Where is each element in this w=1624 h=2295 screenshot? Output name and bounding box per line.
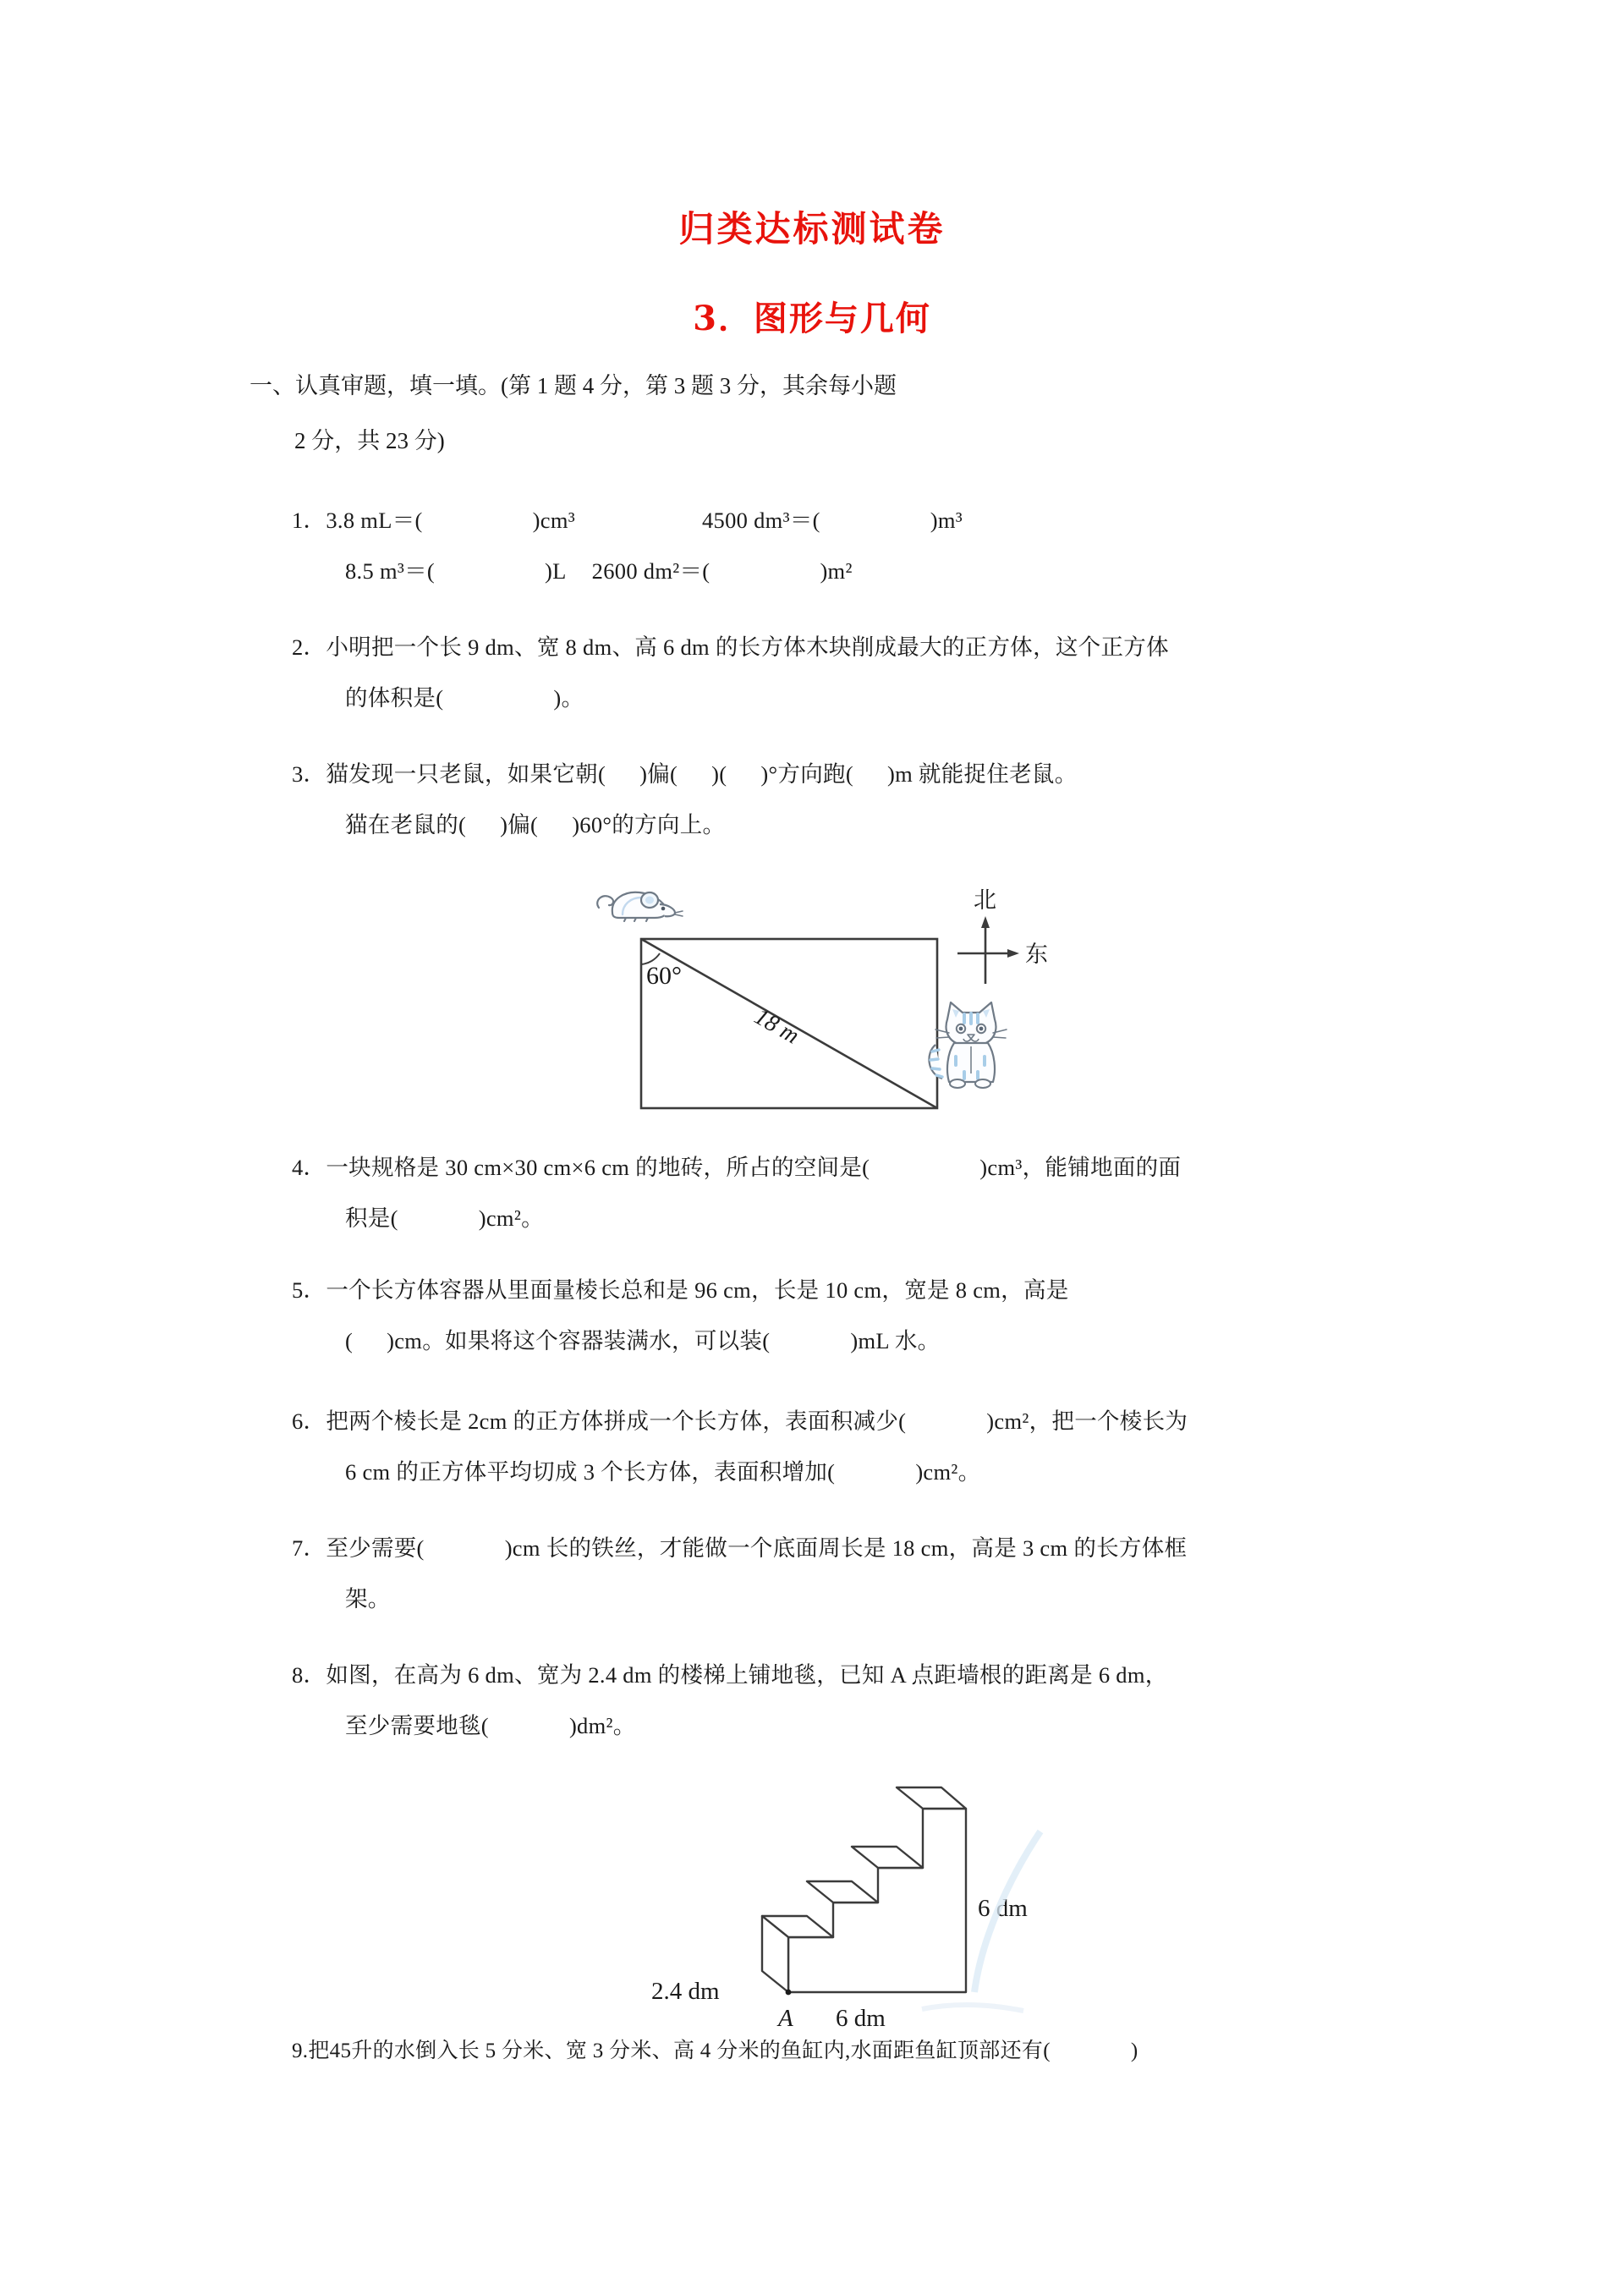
- q5-text-3: )cm。如果将这个容器装满水，可以装(: [387, 1328, 771, 1353]
- q9-number: 9.: [292, 2040, 309, 2062]
- q3-text-5: )m 就能捉住老鼠。: [886, 761, 1078, 787]
- q5-number: 5．: [292, 1277, 326, 1303]
- question-4-line2: [345, 1193, 544, 1244]
- angle-label-60: 60°: [646, 962, 682, 990]
- q3-text-2: )偏(: [639, 761, 678, 787]
- mouse-icon: [597, 892, 683, 921]
- q1-part-b: )cm³: [532, 508, 575, 533]
- q2-number: 2．: [292, 634, 326, 660]
- q8-text-3: )dm²。: [568, 1713, 636, 1738]
- q6-text-1: 把两个棱长是 2cm 的正方体拼成一个长方体，表面积减少(: [326, 1408, 907, 1434]
- q5-text-4: )mL 水。: [850, 1328, 941, 1353]
- question-5-line1: [292, 1265, 1069, 1315]
- stairs-base-label: 6 dm: [836, 2005, 886, 2032]
- stairs-height-label: 6 dm: [978, 1895, 1028, 1922]
- q3-text-7: )偏(: [500, 812, 539, 837]
- q7-text-2: )cm 长的铁丝，才能做一个底面周长是 18 cm，高是 3 cm 的长方体框: [504, 1535, 1188, 1561]
- question-1-line2: [345, 546, 853, 596]
- q4-text-4: )cm²。: [478, 1205, 544, 1231]
- point-a-marker: [786, 1990, 792, 1996]
- figure-cat-mouse-diagram: [592, 876, 1116, 1146]
- q9-text-2: ): [1130, 2040, 1138, 2062]
- q1-number: 1．: [292, 508, 326, 533]
- q8-number: 8．: [292, 1662, 326, 1688]
- page-title: 归类达标测试卷: [678, 208, 946, 250]
- section-heading-line2: 2 分，共 23 分): [294, 428, 445, 453]
- q1-part-d: )m³: [930, 508, 963, 533]
- question-1-line1: [292, 495, 963, 546]
- cat-icon: [929, 1002, 1007, 1088]
- q1-part-e: 8.5 m³＝(: [345, 558, 436, 584]
- question-2-line1: [292, 622, 1169, 673]
- question-8-line1: [292, 1650, 1168, 1700]
- q6-text-4: )cm²。: [915, 1459, 981, 1485]
- q3-text-4: )°方向跑(: [760, 761, 853, 787]
- page-subtitle: 3．图形与几何: [693, 299, 931, 338]
- question-7-line1: [292, 1523, 1187, 1573]
- q3-text-3: )(: [711, 761, 727, 787]
- q4-text-1: 一块规格是 30 cm×30 cm×6 cm 的地砖，所占的空间是(: [326, 1155, 870, 1180]
- diagonal-label-18m: 18 m: [749, 1003, 804, 1050]
- question-6-line2: [345, 1447, 980, 1497]
- compass-east-label: 东: [1025, 942, 1048, 968]
- q2-text-1: 小明把一个长 9 dm、宽 8 dm、高 6 dm 的长方体木块削成最大的正方体，这个正方体: [326, 634, 1169, 660]
- question-8-line2: [345, 1700, 636, 1751]
- q4-text-3: 积是(: [345, 1205, 398, 1231]
- q3-text-6: 猫在老鼠的(: [345, 812, 467, 837]
- stairs-point-a-label: A: [778, 2005, 793, 2032]
- q6-text-2: )cm²，把一个棱长为: [986, 1408, 1188, 1434]
- question-5-line2: [345, 1315, 940, 1366]
- question-2-line2: [345, 673, 584, 723]
- q3-number: 3．: [292, 761, 326, 787]
- q2-text-2: 的体积是(: [345, 685, 444, 711]
- figure-staircase-diagram: [643, 1781, 1125, 2043]
- q1-part-c: 4500 dm³＝(: [702, 508, 820, 533]
- q3-text-8: )60°的方向上。: [572, 812, 726, 837]
- question-9-line1: [292, 2026, 1138, 2077]
- question-6-line1: [292, 1396, 1188, 1447]
- q9-text-1: 把45升的水倒入长 5 分米、宽 3 分米、高 4 分米的鱼缸内,水面距鱼缸顶部还有(: [308, 2040, 1051, 2062]
- q6-text-3: 6 cm 的正方体平均切成 3 个长方体，表面积增加(: [345, 1459, 836, 1485]
- q7-text-3: 架。: [345, 1586, 391, 1611]
- q7-text-1: 至少需要(: [326, 1535, 425, 1561]
- compass-rose: [957, 916, 1019, 984]
- compass-north-label: 北: [974, 887, 996, 914]
- q1-part-h: )m²: [820, 558, 853, 584]
- q4-text-2: )cm³，能铺地面的面: [979, 1155, 1182, 1180]
- q1-part-g: 2600 dm²＝(: [591, 558, 710, 584]
- q8-text-2: 至少需要地毯(: [345, 1713, 489, 1738]
- q4-number: 4．: [292, 1155, 326, 1180]
- q8-text-1: 如图，在高为 6 dm、宽为 2.4 dm 的楼梯上铺地毯，已知 A 点距墙根的距离是 6 dm，: [326, 1662, 1168, 1688]
- question-3-line2: [345, 799, 725, 850]
- q1-part-a: 3.8 mL＝(: [326, 508, 423, 533]
- q5-text-2: (: [345, 1328, 354, 1353]
- q6-number: 6．: [292, 1408, 326, 1434]
- q5-text-1: 一个长方体容器从里面量棱长总和是 96 cm，长是 10 cm，宽是 8 cm，高是: [326, 1277, 1069, 1303]
- q2-text-3: )。: [553, 685, 584, 711]
- q7-number: 7．: [292, 1535, 326, 1561]
- question-7-line2: [345, 1573, 391, 1624]
- q3-text-1: 猫发现一只老鼠，如果它朝(: [326, 761, 606, 787]
- stairs-width-label: 2.4 dm: [651, 1978, 720, 2005]
- q1-part-f: )L: [545, 558, 567, 584]
- question-3-line1: [292, 749, 1078, 799]
- section-heading-line1: 一、认真审题，填一填。(第 1 题 4 分，第 3 题 3 分，其余每小题: [250, 373, 897, 398]
- question-4-line1: [292, 1142, 1181, 1193]
